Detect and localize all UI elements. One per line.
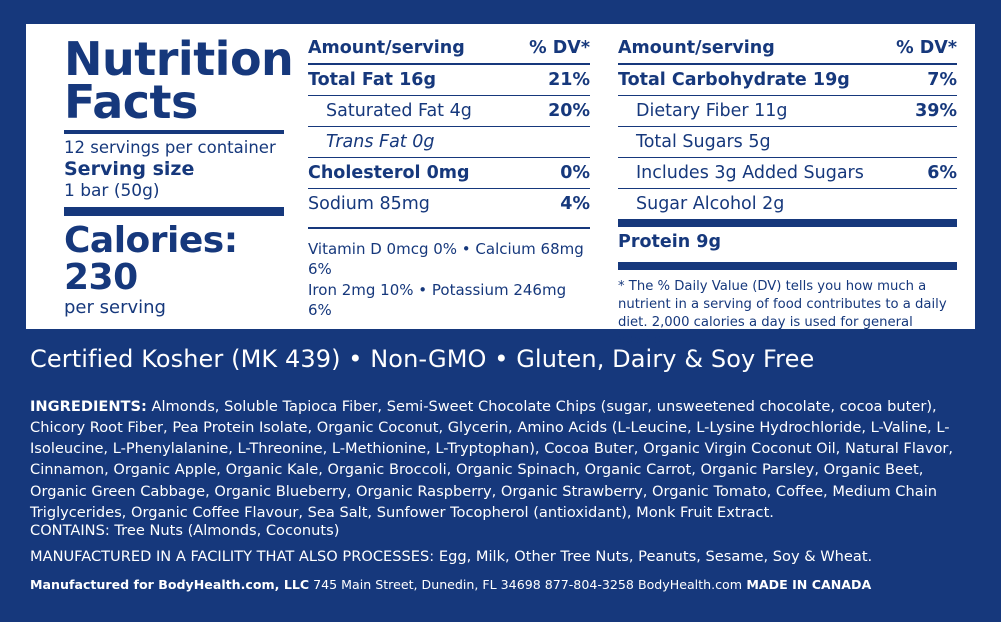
nutrients-column-right <box>604 24 975 348</box>
nutrient-name: Includes 3g Added Sugars <box>636 163 864 183</box>
divider-above-footnote <box>618 262 957 270</box>
amount-serving-label-mid: Amount/serving <box>308 38 465 58</box>
nutrient-row <box>618 95 957 126</box>
nutrient-dv: 21% <box>548 70 590 90</box>
nutrient-name: Dietary Fiber 11g <box>636 101 788 121</box>
nutrition-summary-column <box>26 24 294 329</box>
daily-value-label-mid: % DV* <box>529 38 590 58</box>
nutrient-row <box>618 126 957 157</box>
nutrient-dv: 7% <box>927 70 957 90</box>
amount-serving-header-mid <box>308 38 590 63</box>
nutrient-name: Saturated Fat 4g <box>326 101 472 121</box>
nutrient-row <box>618 63 957 95</box>
protein-row <box>618 219 957 258</box>
daily-value-label-right: % DV* <box>896 38 957 58</box>
micronutrients-line-2: Iron 2mg 10% • Potassium 246mg 6% <box>308 280 567 319</box>
ingredients-text: Almonds, Soluble Tapioca Fiber, Semi-Sweet Chocolate Chips (sugar, unsweetened chocolate, cocoa buter), Chicory Root Fiber, Pea Protein Isolate, Organic Coconut, Glycerin, Amino Acids (L-Leucine, L-Lysine Hydrochloride, L-Valine, L-Isoleucine, L-Phenylalanine, L-Threonine, L-Methionine, L-Tryptophan), Cocoa Buter, Organic Virgin Coconut Oil, Natural Flavor, Cinnamon, Organic Apple, Organic Kale, Organic Broccoli, Organic Spinach, Organic Carrot, Organic Parsley, Organic Beet, Organic Green Cabbage, Organic Blueberry, Organic Raspberry, Organic Strawberry, Organic Tomato, Coffee, Medium Chain Triglycerides, Organic Coffee Flavour, Sea Salt, Sunfower Tocopherol (antioxidant), Monk Fruit Extract. <box>30 398 954 521</box>
manufacturer-block <box>30 577 976 592</box>
nutrient-row <box>308 188 590 219</box>
nutrient-name: Total Carbohydrate 19g <box>618 70 850 90</box>
nutrient-name: Total Sugars 5g <box>636 132 771 152</box>
nutrient-row <box>308 157 590 188</box>
contains-block <box>30 522 976 539</box>
country-of-origin: MADE IN CANADA <box>742 577 872 592</box>
nutrient-dv: 39% <box>915 101 957 121</box>
nutrient-name: Trans Fat 0g <box>326 132 435 152</box>
amount-serving-label-right: Amount/serving <box>618 38 775 58</box>
nutrition-facts-panel <box>26 24 975 348</box>
nutrient-dv: 0% <box>560 163 590 183</box>
product-claims: Certified Kosher (MK 439) • Non-GMO • Gluten, Dairy & Soy Free <box>30 345 815 373</box>
servings-per-container: 12 servings per container <box>64 137 276 157</box>
protein-name: Protein 9g <box>618 232 721 252</box>
nutrient-row <box>618 157 957 188</box>
manufacturer-address: 745 Main Street, Dunedin, FL 34698 877-804-3258 <box>309 577 638 592</box>
nutrient-dv: 20% <box>548 101 590 121</box>
nutrients-column-left <box>294 24 604 329</box>
divider-above-micronutrients <box>308 227 590 229</box>
micronutrients <box>308 233 590 320</box>
serving-size-label: Serving size <box>64 157 195 180</box>
nutrient-row <box>308 95 590 126</box>
serving-size-value: 1 bar (50g) <box>64 180 160 201</box>
nutrient-row <box>618 188 957 219</box>
nutrient-row <box>308 63 590 95</box>
nutrition-facts-title <box>64 32 294 129</box>
daily-value-footnote: * The % Daily Value (DV) tells you how much a nutrient in a serving of food contributes to a daily diet. 2,000 calories a day is used for general advice. <box>618 279 947 348</box>
nutrient-name: Total Fat 16g <box>308 70 436 90</box>
amount-serving-header-right <box>618 38 957 63</box>
micronutrients-line-1: Vitamin D 0mcg 0% • Calcium 68mg 6% <box>308 240 584 279</box>
facility-label: MANUFACTURED IN A FACILITY THAT ALSO PROCESSES: <box>30 548 435 565</box>
calories-value: Calories: 230 <box>64 219 238 299</box>
ingredients-block <box>30 396 976 523</box>
manufacturer-website: BodyHealth.com <box>637 577 742 592</box>
calories-per-serving-label: per serving <box>64 297 166 319</box>
manufacturer-company: Manufactured for BodyHealth.com, LLC <box>30 577 310 592</box>
nutrient-name: Sugar Alcohol 2g <box>636 194 785 214</box>
contains-label: CONTAINS: <box>30 522 110 539</box>
nutrient-dv: 4% <box>560 194 590 214</box>
nutrition-facts-title-line1: Nutrition <box>64 32 294 86</box>
ingredients-label: INGREDIENTS: <box>30 398 147 415</box>
divider-under-title <box>64 130 284 134</box>
facility-text: Egg, Milk, Other Tree Nuts, Peanuts, Sesame, Soy & Wheat. <box>434 548 873 565</box>
nutrient-name: Cholesterol 0mg <box>308 163 470 183</box>
contains-text: Tree Nuts (Almonds, Coconuts) <box>109 522 340 539</box>
nutrition-facts-title-line2: Facts <box>64 74 198 129</box>
nutrient-row <box>308 126 590 157</box>
nutrient-name: Sodium 85mg <box>308 194 430 214</box>
nutrient-dv: 6% <box>927 163 957 183</box>
facility-block <box>30 548 976 565</box>
divider-above-calories <box>64 207 284 216</box>
